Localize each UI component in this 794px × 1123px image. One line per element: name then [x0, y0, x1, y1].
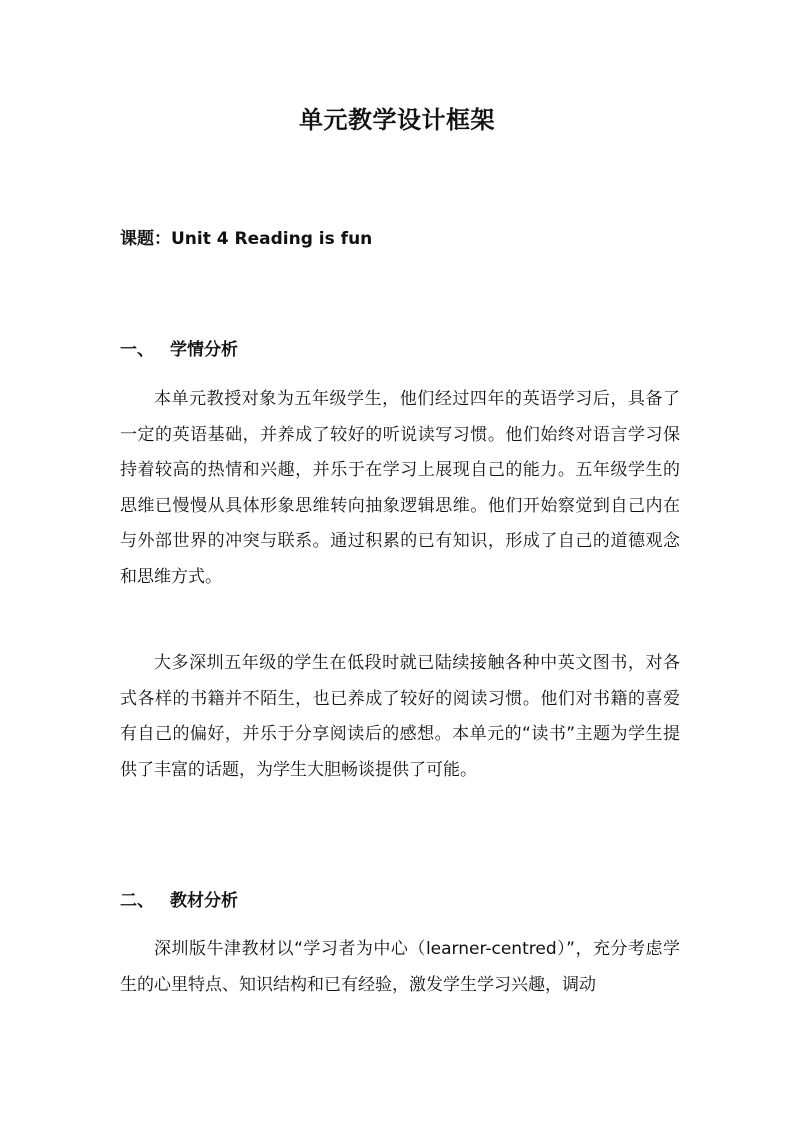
section-title: 教材分析	[170, 891, 238, 911]
section-heading-1	[120, 335, 238, 360]
section-number: 一、	[120, 340, 154, 360]
section-heading-2	[120, 886, 238, 911]
subject-value: Unit 4 Reading is fun	[171, 229, 373, 249]
document-title: 单元教学设计框架	[299, 106, 495, 134]
section-number: 二、	[120, 891, 154, 911]
paragraph: 大多深圳五年级的学生在低段时就已陆续接触各种中英文图书，对各式各样的书籍并不陌生，也已养成了较好的阅读习惯。他们对书籍的喜爱有自己的偏好，并乐于分享阅读后的感想。本单元的“读书”主题为学生提供了丰富的话题，为学生大胆畅谈提供了可能。	[120, 653, 680, 780]
section-title: 学情分析	[170, 340, 238, 360]
subject-label: 课题：	[120, 229, 171, 249]
paragraph: 本单元教授对象为五年级学生，他们经过四年的英语学习后，具备了一定的英语基础，并养成了较好的听说读写习惯。他们始终对语言学习保持着较高的热情和兴趣，并乐于在学习上展现自己的能力。五年级学生的思维已慢慢从具体形象思维转向抽象逻辑思维。他们开始察觉到自己内在与外部世界的冲突与联系。通过积累的已有知识，形成了自己的道德观念和思维方式。	[120, 389, 680, 587]
paragraph: 深圳版牛津教材以“学习者为中心（learner-centred）”，充分考虑学生的心里特点、知识结构和已有经验，激发学生学习兴趣，调动	[120, 939, 680, 995]
subject-line	[120, 224, 372, 249]
